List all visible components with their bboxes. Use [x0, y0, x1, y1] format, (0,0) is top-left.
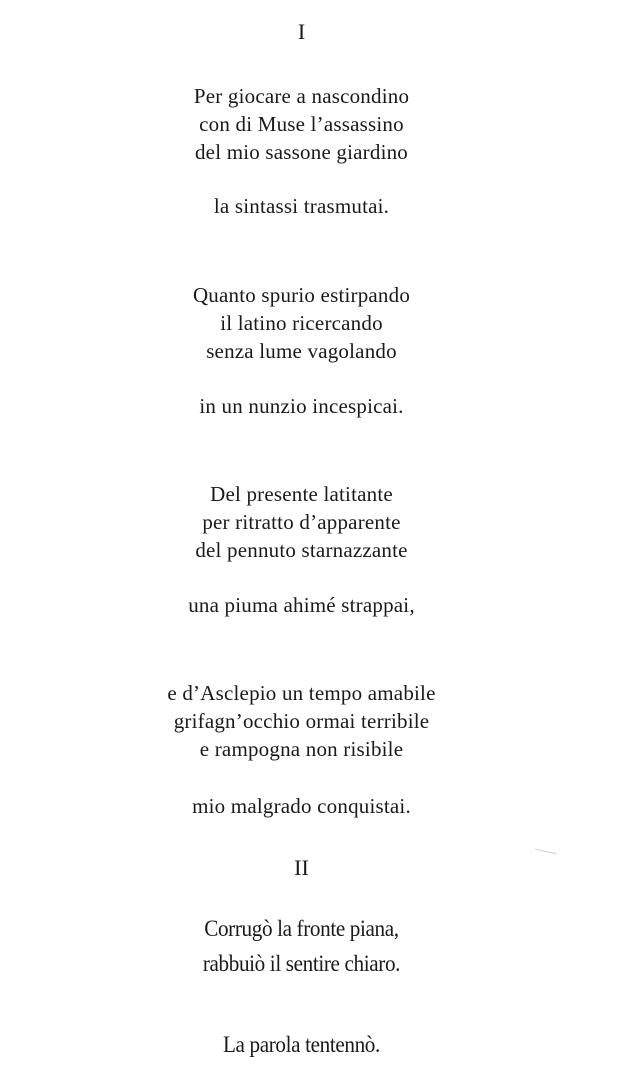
poem-refrain: una piuma ahimé strappai, [188, 593, 415, 617]
poem-line: Corrugò la fronte piana, [204, 916, 399, 941]
poem-line: senza lume vagolando [206, 339, 397, 363]
poem-line: Del presente latitante [210, 482, 393, 506]
poem-line: del pennuto starnazzante [195, 538, 408, 562]
poem-refrain: la sintassi trasmutai. [213, 194, 390, 218]
poem-line: rabbuiò il sentire chiaro. [202, 951, 401, 976]
poem-refrain: La parola tentennò. [222, 1032, 380, 1057]
poem-refrain: mio malgrado conquistai. [192, 794, 411, 818]
poem-line: grifagn’occhio ormai terribile [173, 709, 430, 733]
poem-line: e rampogna non risibile [199, 737, 404, 761]
poem-line: per ritratto d’apparente [202, 510, 401, 534]
poem-line: Per giocare a nascondino [193, 84, 410, 108]
poem-line: del mio sassone giardino [194, 140, 409, 164]
poem-line: e d’Asclepio un tempo amabile [167, 681, 436, 705]
section-numeral-2: II [294, 855, 309, 880]
section-numeral-1: I [297, 19, 306, 44]
poem-line: Quanto spurio estirpando [192, 283, 411, 307]
poem-line: con di Muse l’assassino [199, 112, 404, 136]
poem-refrain: in un nunzio incespicai. [199, 394, 404, 418]
poem-line: il latino ricercando [220, 311, 383, 335]
